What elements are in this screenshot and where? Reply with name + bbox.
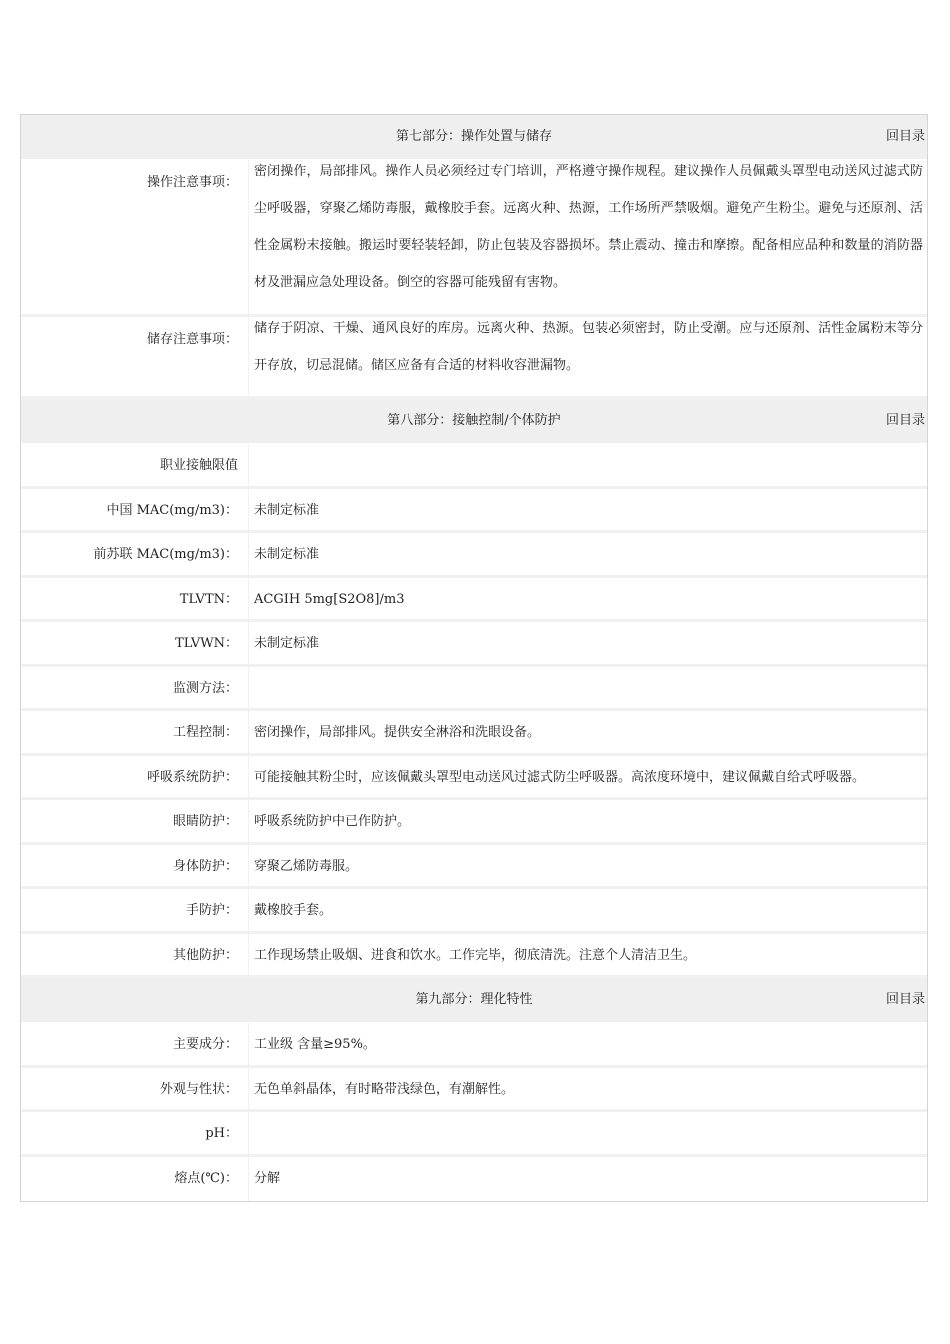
row-label: TLVTN：	[21, 578, 249, 620]
row-label: 熔点(℃)：	[21, 1157, 249, 1202]
table-row	[21, 317, 927, 399]
row-label: 前苏联 MAC(mg/m3)：	[21, 533, 249, 575]
row-label: 储存注意事项：	[21, 317, 249, 396]
row-label: 眼睛防护：	[21, 800, 249, 842]
section-title: 第八部分：接触控制/个体防护	[387, 413, 561, 428]
row-label: 职业接触限值	[21, 444, 249, 486]
row-value: 工作现场禁止吸烟、进食和饮水。工作完毕，彻底清洗。注意个人清洁卫生。	[254, 947, 697, 963]
row-label: 身体防护：	[21, 845, 249, 887]
table-row	[21, 845, 927, 890]
table-row	[21, 1068, 927, 1113]
row-value: 工业级 含量≥95%。	[254, 1037, 376, 1052]
table-row	[21, 667, 927, 712]
table-row	[21, 934, 927, 979]
row-value: 未制定标准	[254, 547, 320, 562]
row-label: 手防护：	[21, 889, 249, 931]
back-to-contents-link[interactable]: 回目录	[885, 992, 925, 1007]
row-value: 未制定标准	[254, 636, 320, 651]
table-row	[21, 160, 927, 317]
back-to-contents-link[interactable]: 回目录	[885, 129, 925, 144]
table-row	[21, 889, 927, 934]
row-value: 戴橡胶手套。	[254, 903, 333, 918]
table-row	[21, 1023, 927, 1068]
row-value	[249, 667, 927, 709]
table-row	[21, 622, 927, 667]
section-header	[21, 399, 927, 444]
row-label: 监测方法：	[21, 667, 249, 709]
row-label: TLVWN：	[21, 622, 249, 664]
row-value: 穿聚乙烯防毒服。	[254, 858, 359, 874]
table-row	[21, 711, 927, 756]
row-value: 可能接触其粉尘时，应该佩戴头罩型电动送风过滤式防尘呼吸器。高浓度环境中，建议佩戴自给式呼吸器。	[254, 769, 866, 785]
row-value: ACGIH 5mg[S2O8]/m3	[254, 591, 405, 607]
row-value: 储存于阴凉、干燥、通风良好的库房。远离火种、热源。包装必须密封，防止受潮。应与还原剂、活性金属粉末等分开存放，切忌混储。储区应备有合适的材料收容泄漏物。	[254, 321, 923, 373]
table-row	[21, 533, 927, 578]
msds-table	[20, 114, 928, 1202]
row-value	[249, 444, 927, 486]
row-label: 工程控制：	[21, 711, 249, 753]
row-label: pH：	[21, 1112, 249, 1154]
table-row	[21, 1157, 927, 1202]
table-row	[21, 756, 927, 801]
row-label: 呼吸系统防护：	[21, 756, 249, 798]
row-label: 外观与性状：	[21, 1068, 249, 1110]
table-row	[21, 800, 927, 845]
row-value: 密闭操作，局部排风。操作人员必须经过专门培训，严格遵守操作规程。建议操作人员佩戴头罩型电动送风过滤式防尘呼吸器，穿聚乙烯防毒服，戴橡胶手套。远离火种、热源，工作场所严禁吸烟。避免产生粉尘。避免与还原剂、活性金属粉末接触。搬运时要轻装轻卸，防止包装及容器损坏。禁止震动、撞击和摩擦。配备相应品种和数量的消防器材及泄漏应急处理设备。倒空的容器可能残留有害物。	[254, 164, 923, 290]
table-row	[21, 578, 927, 623]
row-value: 呼吸系统防护中已作防护。	[254, 814, 411, 829]
section-title: 第七部分：操作处置与储存	[395, 129, 552, 144]
row-value	[249, 1112, 927, 1154]
row-label: 操作注意事项：	[21, 160, 249, 314]
table-row	[21, 1112, 927, 1157]
section-header	[21, 115, 927, 160]
section-title: 第九部分：理化特性	[415, 992, 533, 1007]
row-value: 密闭操作，局部排风。提供安全淋浴和洗眼设备。	[254, 725, 541, 740]
row-value: 分解	[254, 1170, 281, 1186]
table-row	[21, 444, 927, 489]
section-header	[21, 978, 927, 1023]
row-value: 未制定标准	[254, 502, 320, 518]
row-label: 其他防护：	[21, 934, 249, 976]
row-label: 主要成分：	[21, 1023, 249, 1065]
back-to-contents-link[interactable]: 回目录	[885, 413, 925, 428]
row-value: 无色单斜晶体，有时略带浅绿色，有潮解性。	[254, 1081, 515, 1097]
row-label: 中国 MAC(mg/m3)：	[21, 489, 249, 531]
table-row	[21, 489, 927, 534]
